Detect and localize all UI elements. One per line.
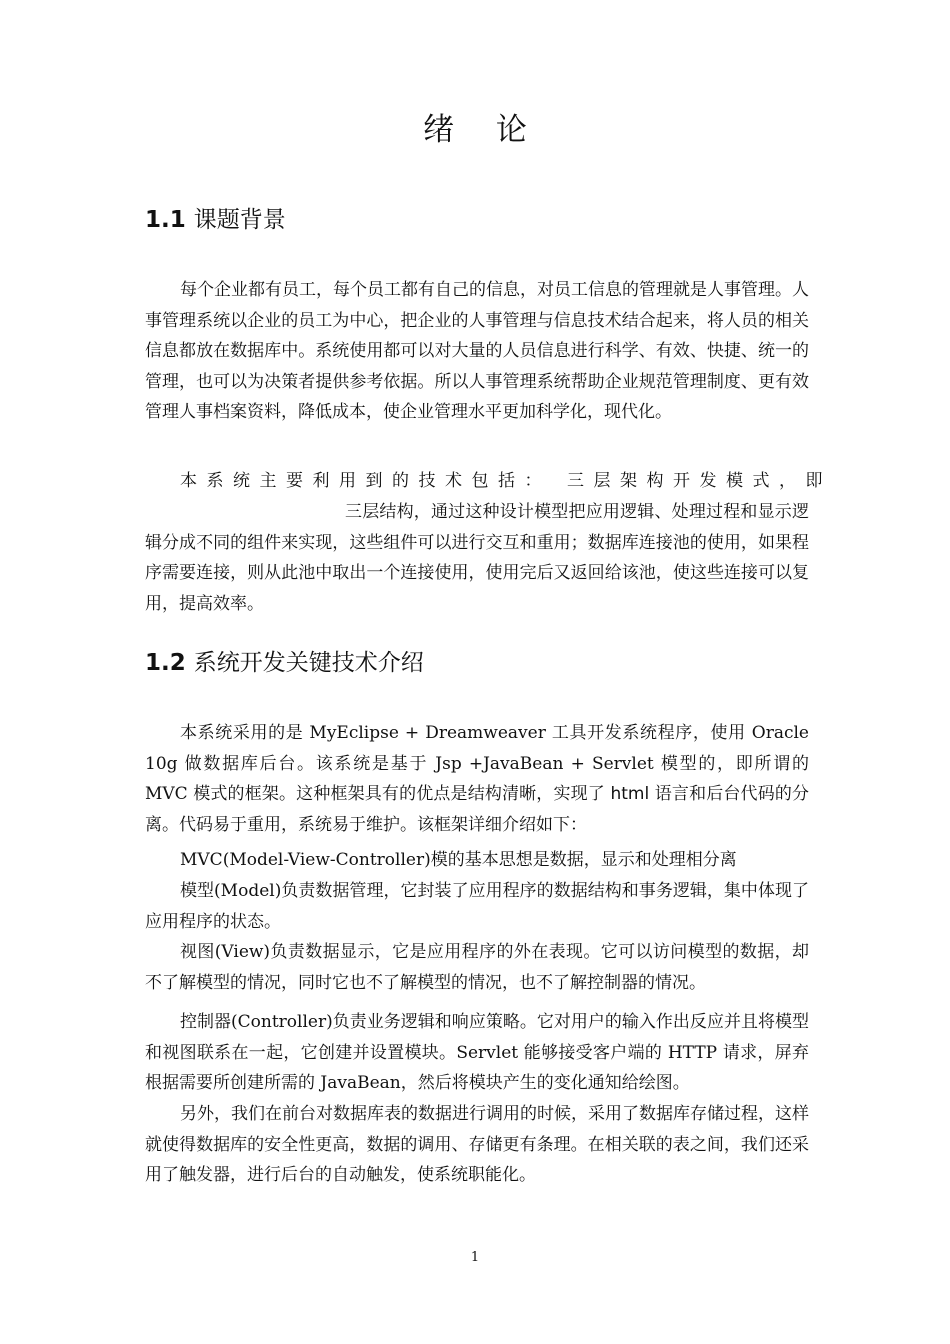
section-1-paragraph-2-first-line xyxy=(180,466,832,497)
three-tier-text: 三层架构开发模式，即 xyxy=(567,471,832,491)
section-1-paragraph-1: 每个企业都有员工，每个员工都有自己的信息，对员工信息的管理就是人事管理。人事管理系统以企业的员工为中心，把企业的人事管理与信息技术结合起来，将人员的相关信息都放在数据库中。系统使用都可以对大量的人员信息进行科学、有效、快捷、统一的管理，也可以为决策者提供参考依据。所以人事管理系统帮助企业规范管理制度、更有效管理人事档案资料，降低成本，使企业管理水平更加科学化，现代化。 xyxy=(145,280,809,422)
section-2-paragraph-1 xyxy=(145,718,809,840)
section-1-paragraph-2: 三层结构，通过这种设计模型把应用逻辑、处理过程和显示逻辑分成不同的组件来实现，这些组件可以进行交互和重用；数据库连接池的使用，如果程序需要连接，则从此池中取出一个连接使用，使用完后又返回给该池，使这些连接可以复用，提高效率。 xyxy=(145,502,809,614)
section-1-title: 课题背景 xyxy=(193,207,286,233)
section-2-heading xyxy=(145,647,424,679)
section-2-title: 系统开发关键技术介绍 xyxy=(193,650,424,676)
section-2-paragraph-2: MVC(Model-View-Controller)模的基本思想是数据，显示和处理相分离 xyxy=(180,850,737,870)
page-number: 1 xyxy=(470,1250,480,1265)
section-2-paragraph-6: 另外，我们在前台对数据库表的数据进行调用的时候，采用了数据库存储过程，这样就使得数据库的安全性更高，数据的调用、存储更有条理。在相关联的表之间，我们还采用了触发器，进行后台的自动触发，使系统职能化。 xyxy=(145,1104,809,1185)
html-term: html xyxy=(610,784,650,804)
section-2-paragraph-5: 控制器(Controller)负责业务逻辑和响应策略。它对用户的输入作出反应并且将模型和视图联系在一起，它创建并设置模块。Servlet 能够接受客户端的 HTTP 请求，屏弃根据需要所创建所需的 JavaBean，然后将模块产生的变化通知给绘图。 xyxy=(145,1012,809,1093)
section-2-paragraph-4: 视图(View)负责数据显示，它是应用程序的外在表现。它可以访问模型的数据，却不了解模型的情况，同时它也不了解模型的情况，也不了解控制器的情况。 xyxy=(145,942,809,993)
section-2-paragraph-1-b: 语言和后台代码的分离。代码易于重用，系统易于维护。该框架详细介绍如下： xyxy=(145,784,810,835)
section-1-number: 1.1 xyxy=(145,207,186,233)
section-2-paragraph-1-a: 本系统采用的是 MyEclipse + Dreamweaver 工具开发系统程序，使用 Oracle 10g 做数据库后台。该系统是基于 Jsp +JavaBean + Servlet 模型的，即所谓的 MVC 模式的框架。这种框架具有的优点是结构清晰，实现了 xyxy=(145,723,809,804)
tech-intro-text: 本系统主要利用到的技术包括： xyxy=(180,471,551,491)
section-1-heading xyxy=(145,204,286,236)
section-2-paragraph-3: 模型(Model)负责数据管理，它封装了应用程序的数据结构和事务逻辑，集中体现了应用程序的状态。 xyxy=(145,881,809,932)
section-2-number: 1.2 xyxy=(145,650,186,676)
page-title: 绪 论 xyxy=(423,112,543,148)
